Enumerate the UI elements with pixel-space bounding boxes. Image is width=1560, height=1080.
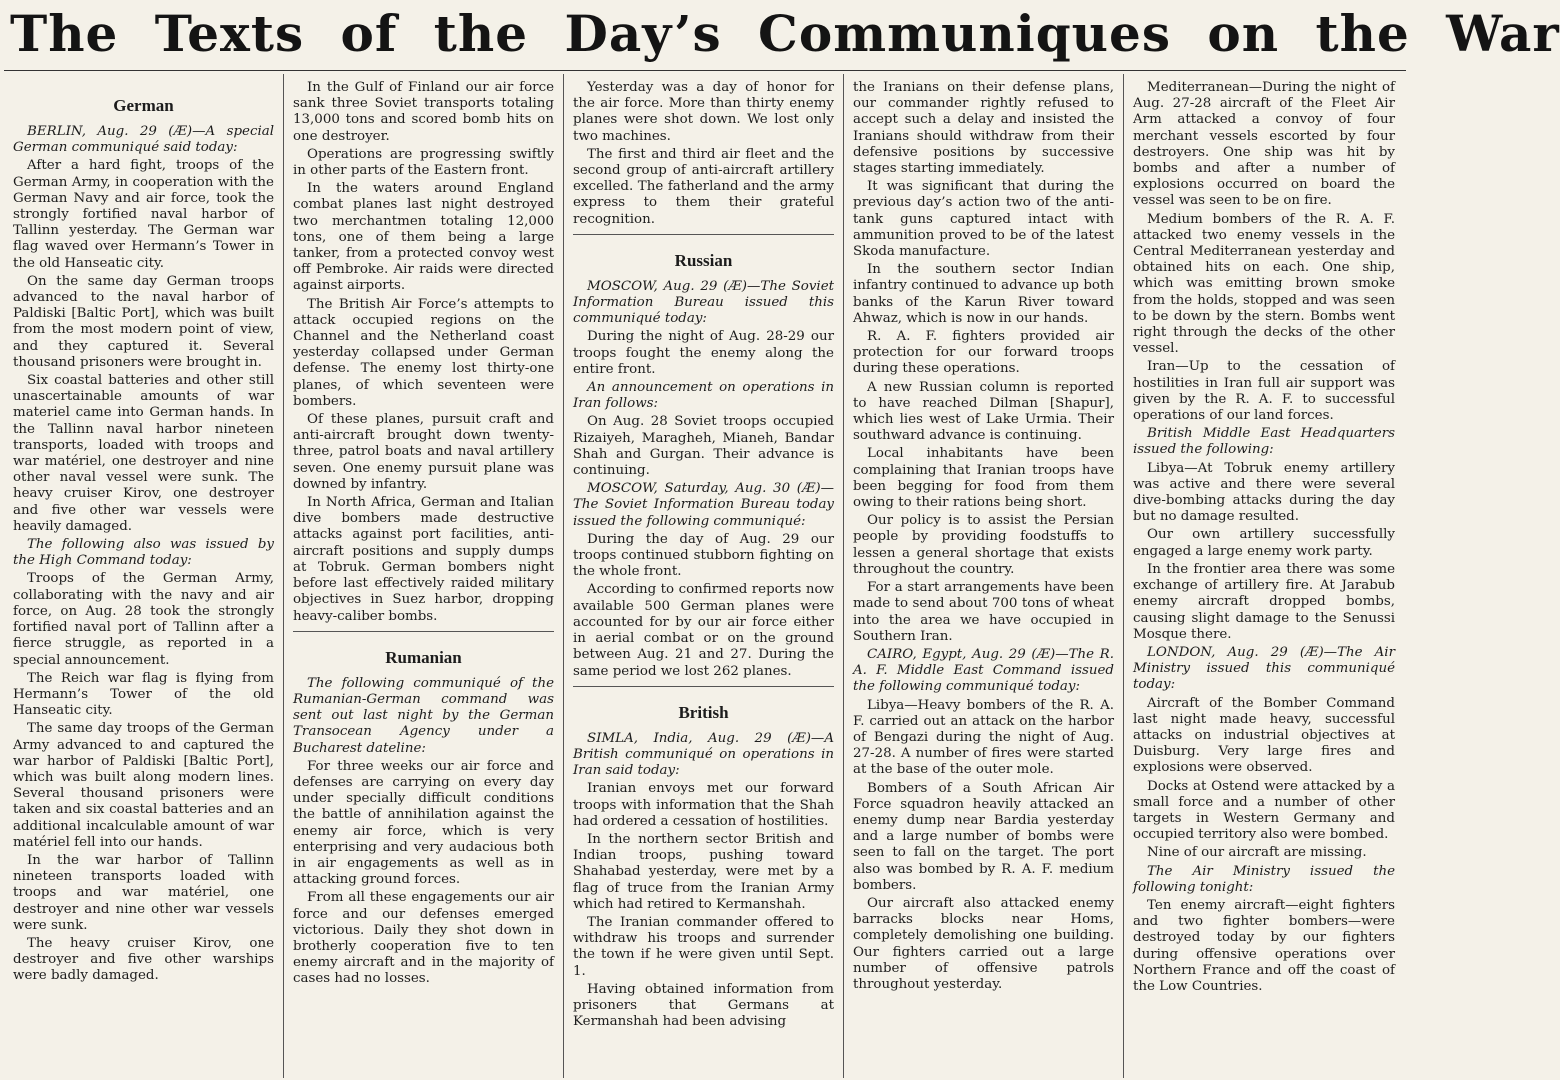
paragraph: In the Gulf of Finland our air force sank three Soviet transports totaling 13,000 tons and scored bomb hits on one destroyer. — [293, 80, 554, 144]
paragraph: Iran—Up to the cessation of hostilities in Iran full air support was given by the R. A. F. to successful operations of our land forces. — [1133, 359, 1395, 424]
dateline: An announcement on operations in Iran follows: — [573, 380, 834, 412]
paragraph: In the frontier area there was some exchange of artillery fire. At Jarabub enemy aircraft dropped bombs, causing slight damage to the Senussi Mosque there. — [1133, 561, 1395, 642]
dateline: LONDON, Aug. 29 (Æ)—The Air Ministry issued this communiqué today: — [1133, 644, 1395, 693]
paragraph: From all these engagements our air force and our defenses emerged victorious. Daily they shot down in brotherly cooperation five to ten enemy aircraft and in the majority of cases had no losses. — [293, 890, 554, 987]
paragraph: the Iranians on their defense plans, our commander rightly refused to accept such a delay and insisted the Iranians should withdraw from their defensive positions by successive stages starting immediately. — [853, 80, 1114, 177]
paragraph: Libya—Heavy bombers of the R. A. F. carried out an attack on the harbor of Bengazi during the night of Aug. 27-28. A number of fires were started at the base of the outer mole. — [853, 697, 1114, 778]
paragraph: In the northern sector British and Indian troops, pushing toward Shahabad yesterday, were met by a flag of truce from the Iranian Army which had retired to Kermanshah. — [573, 831, 834, 912]
paragraph: Nine of our aircraft are missing. — [1147, 845, 1367, 861]
paragraph: On the same day German troops advanced to the naval harbor of Paldiski [Baltic Port], which was built from the most modern point of view, and they captured it. Several thousand prisoners were brought in. — [13, 273, 274, 370]
paragraph: Aircraft of the Bomber Command last night made heavy, successful attacks on industrial objectives at Duisburg. Very large fires and explosions were observed. — [1133, 695, 1395, 776]
section-heading: Rumanian — [385, 647, 462, 667]
dateline: MOSCOW, Saturday, Aug. 30 (Æ)—The Soviet Information Bureau today issued the following communiqué: — [573, 481, 834, 529]
section-rule — [293, 631, 554, 632]
dateline: SIMLA, India, Aug. 29 (Æ)—A British communiqué on operations in Iran said today: — [573, 730, 834, 779]
paragraph: Operations are progressing swiftly in other parts of the Eastern front. — [293, 146, 554, 179]
paragraph: Mediterranean—During the night of Aug. 27-28 aircraft of the Fleet Air Arm attacked a convoy of four merchant vessels escorted by four destroyers. One ship was hit by bombs and after a number of explosions occurred on board the vessel was seen to be on fire. — [1133, 80, 1395, 209]
paragraph: During the day of Aug. 29 our troops continued stubborn fighting on the whole front. — [573, 531, 834, 580]
section-heading: Russian — [674, 250, 733, 270]
paragraph: A new Russian column is reported to have reached Dilman [Shapur], which lies west of Lake Urmia. Their southward advance is continuing. — [853, 379, 1114, 444]
paragraph: Six coastal batteries and other still unascertainable amounts of war materiel came into German hands. In the Tallinn naval harbor nineteen transports, loaded with troops and war matériel, one destroyer and nine other naval vessel were sunk. The heavy cruiser Kirov, one destroyer and five other war vessels were heavily damaged. — [13, 373, 274, 534]
dateline: The Air Ministry issued the following tonight: — [1133, 863, 1395, 895]
paragraph: During the night of Aug. 28-29 our troops fought the enemy along the entire front. — [573, 329, 834, 377]
paragraph: For a start arrangements have been made to send about 700 tons of wheat into the area we have occupied in Southern Iran. — [853, 580, 1114, 644]
paragraph: The first and third air fleet and the second group of anti-aircraft artillery excelled. The fatherland and the army express to them their grateful recognition. — [573, 146, 834, 227]
paragraph: Our aircraft also attacked enemy barracks blocks near Homs, completely demolishing one building. Our fighters carried out a large number of offensive patrols throughout yesterday. — [853, 895, 1114, 992]
dateline: BERLIN, Aug. 29 (Æ)—A special German communiqué said today: — [13, 124, 274, 156]
paragraph: Troops of the German Army, collaborating with the navy and air force, on Aug. 28 took the strongly fortified naval port of Tallinn after a fierce struggle, as reported in a special announcement. — [13, 571, 274, 668]
dateline: CAIRO, Egypt, Aug. 29 (Æ)—The R. A. F. Middle East Command issued the following communiqué today: — [853, 646, 1114, 695]
section-rule — [573, 234, 834, 235]
section-heading: British — [678, 702, 729, 722]
paragraph: R. A. F. fighters provided air protection for our forward troops during these operations. — [853, 329, 1114, 377]
column-1 — [4, 74, 284, 1078]
section-rule — [573, 686, 834, 687]
paragraph: Yesterday was a day of honor for the air force. More than thirty enemy planes were shot down. We lost only two machines. — [573, 80, 834, 144]
paragraph: The heavy cruiser Kirov, one destroyer and five other warships were badly damaged. — [13, 935, 274, 984]
paragraph: Having obtained information from prisoners that Germans at Kermanshah had been advising — [573, 981, 834, 1030]
headline-rule — [4, 70, 1406, 71]
dateline: British Middle East Headquarters issued the following: — [1133, 426, 1395, 458]
paragraph: Medium bombers of the R. A. F. attacked two enemy vessels in the Central Mediterranean yesterday and obtained hits on each. One ship, which was emitting brown smoke from the holds, stopped and was seen to be down by the stern. Bombs went right through the decks of the other vessel. — [1133, 211, 1395, 357]
dateline: The following also was issued by the High Command today: — [13, 537, 274, 569]
column-3 — [564, 74, 844, 1078]
paragraph: For three weeks our air force and defenses are carrying on every day under specially difficult conditions the battle of annihilation against the enemy air force, which is very enterprising and very audacious both in air engagements as well as in attacking ground forces. — [293, 758, 554, 888]
section-heading: German — [113, 96, 174, 115]
paragraph: It was significant that during the previous day’s action two of the anti-tank guns captured intact with ammunition proved to be of the latest Skoda manufacture. — [853, 179, 1114, 260]
column-5 — [1124, 74, 1404, 1078]
paragraph: In the war harbor of Tallinn nineteen transports loaded with troops and war matériel, one destroyer and nine other war vessels were sunk. — [13, 852, 274, 933]
paragraph: Our policy is to assist the Persian people by providing foodstuffs to lessen a general shortage that exists throughout the country. — [853, 513, 1114, 577]
paragraph: The British Air Force’s attempts to attack occupied regions on the Channel and the Netherland coast yesterday collapsed under German defense. The enemy lost thirty-one planes, of which seventeen were bombers. — [293, 296, 554, 409]
paragraph: Iranian envoys met our forward troops with information that the Shah had ordered a cessation of hostilities. — [573, 781, 834, 829]
paragraph: Libya—At Tobruk enemy artillery was active and there were several dive-bombing attacks during the day but no damage resulted. — [1133, 460, 1395, 525]
paragraph: Docks at Ostend were attacked by a small force and a number of other targets in Western Germany and occupied territory also were bombed. — [1133, 778, 1395, 843]
paragraph: Our own artillery successfully engaged a large enemy work party. — [1133, 527, 1395, 559]
paragraph: Local inhabitants have been complaining that Iranian troops have been begging for food from them owing to their rations being short. — [853, 446, 1114, 511]
paragraph: According to confirmed reports now available 500 German planes were accounted for by our air force either in aerial combat or on the ground between Aug. 21 and 27. During the same period we lost 262 planes. — [573, 582, 834, 679]
article-body — [4, 74, 1406, 1078]
dateline: MOSCOW, Aug. 29 (Æ)—The Soviet Information Bureau issued this communiqué today: — [573, 278, 834, 327]
dateline: The following communiqué of the Rumanian-German command was sent out last night by the German Transocean Agency under a Bucharest dateline: — [293, 675, 554, 756]
column-4 — [844, 74, 1124, 1078]
paragraph: Ten enemy aircraft—eight fighters and two fighter bombers—were destroyed today by our fighters during offensive operations over Northern France and off the coast of the Low Countries. — [1133, 897, 1395, 994]
paragraph: The same day troops of the German Army advanced to and captured the war harbor of Paldiski [Baltic Port], which was built along modern lines. Several thousand prisoners were taken and six coastal batteries and an additional incalculable amount of war matériel fell into our hands. — [13, 721, 274, 850]
headline: The Texts of the Day’s Communiques on the War — [10, 4, 1560, 63]
paragraph: The Iranian commander offered to withdraw his troops and surrender the town if he were given until Sept. 1. — [573, 914, 834, 979]
paragraph: After a hard fight, troops of the German Army, in cooperation with the German Navy and air force, took the strongly fortified naval harbor of Tallinn yesterday. The German war flag waved over Hermann’s Tower in the old Hanseatic city. — [13, 158, 274, 271]
paragraph: In the waters around England combat planes last night destroyed two merchantmen totaling 12,000 tons, one of them being a large tanker, from a protected convoy west off Pembroke. Air raids were directed against airports. — [293, 181, 554, 294]
column-2 — [284, 74, 564, 1078]
paragraph: On Aug. 28 Soviet troops occupied Rizaiyeh, Maragheh, Mianeh, Bandar Shah and Gurgan. Their advance is continuing. — [573, 414, 834, 479]
paragraph: In the southern sector Indian infantry continued to advance up both banks of the Karun River toward Ahwaz, which is now in our hands. — [853, 262, 1114, 326]
paragraph: Of these planes, pursuit craft and anti-aircraft brought down twenty-three, patrol boats and naval artillery seven. One enemy pursuit plane was downed by infantry. — [293, 412, 554, 492]
paragraph: Bombers of a South African Air Force squadron heavily attacked an enemy dump near Bardia yesterday and a large number of bombs were seen to fall on the target. The port also was bombed by R. A. F. medium bombers. — [853, 780, 1114, 893]
paragraph: In North Africa, German and Italian dive bombers made destructive attacks against port facilities, anti-aircraft positions and supply dumps at Tobruk. German bombers night before last effectively raided military objectives in Suez harbor, dropping heavy-caliber bombs. — [293, 495, 554, 624]
paragraph: The Reich war flag is flying from Hermann’s Tower of the old Hanseatic city. — [13, 670, 274, 719]
